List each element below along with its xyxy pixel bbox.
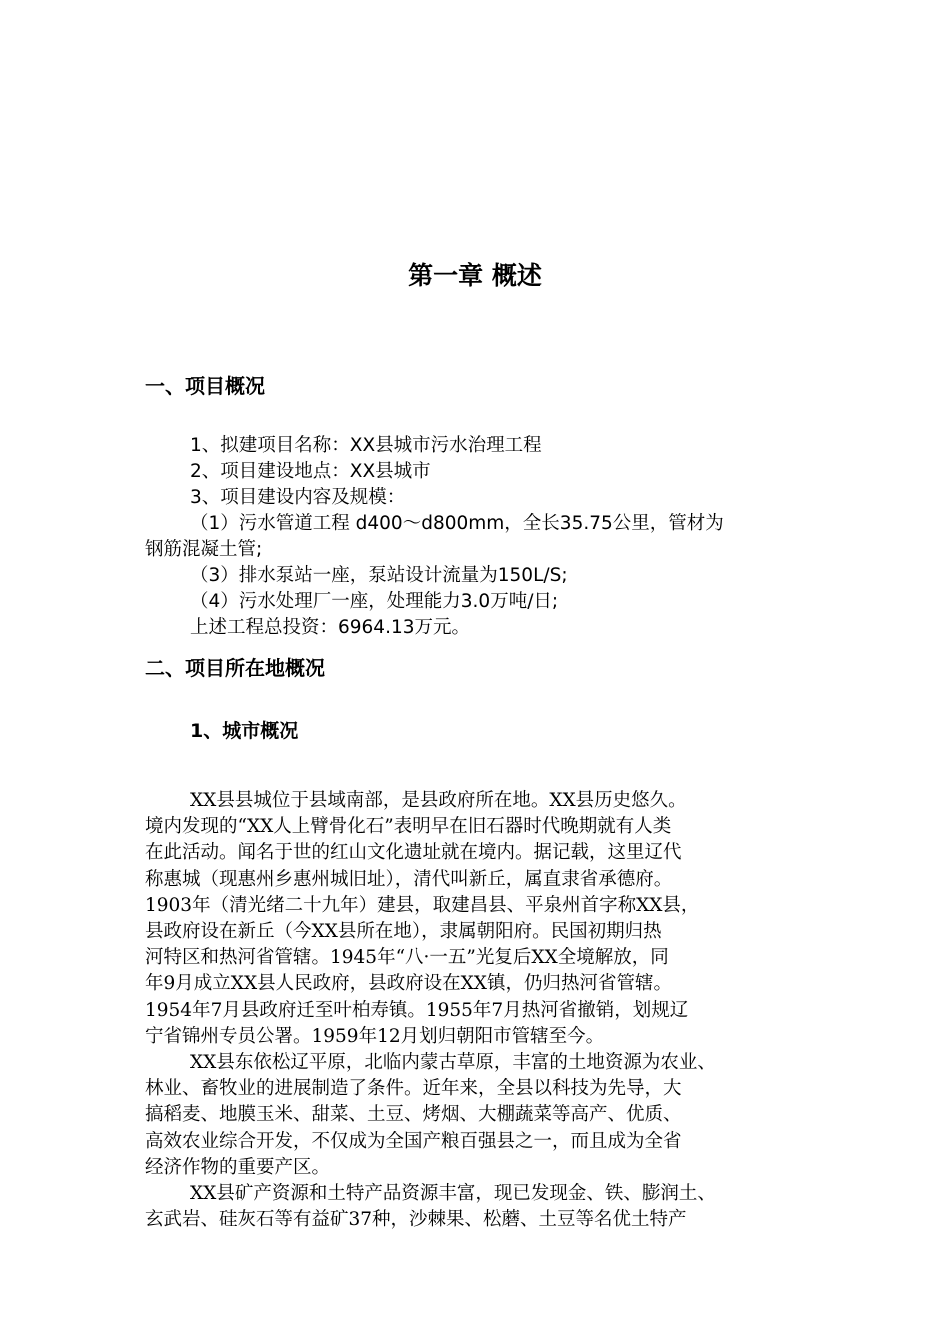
subsection-heading-city-overview: 1、城市概况: [190, 720, 299, 742]
text-line: 宁省锦州专员公署。1959年12月划归朝阳市管辖至今。: [145, 1025, 605, 1047]
section-heading-project-overview: 一、项目概况: [145, 374, 265, 398]
text-line: XX县矿产资源和土特产品资源丰富，现已发现金、铁、膨润土、: [190, 1183, 716, 1205]
text-line: 经济作物的重要产区。: [145, 1156, 331, 1178]
project-overview-list: [145, 433, 805, 641]
list-item: 上述工程总投资：6964.13万元。: [190, 617, 471, 638]
text-line: 1903年（清光绪二十九年）建县，取建昌县、平泉州首字称XX县，: [145, 894, 700, 916]
chapter-title: 第一章 概述: [408, 261, 542, 290]
list-item: 1、拟建项目名称：XX县城市污水治理工程: [190, 435, 542, 456]
text-line: 林业、畜牧业的进展制造了条件。近年来，全县以科技为先导，大: [145, 1078, 682, 1100]
list-item: 3、项目建设内容及规模：: [190, 487, 406, 508]
text-line: XX县东依松辽平原，北临内蒙古草原，丰富的土地资源为农业、: [190, 1052, 716, 1074]
text-line: XX县县城位于县域南部，是县政府所在地。XX县历史悠久。: [190, 790, 687, 811]
text-line: 搞稻麦、地膜玉米、甜菜、土豆、烤烟、大棚蔬菜等高产、优质、: [145, 1104, 682, 1126]
list-item-continuation: 钢筋混凝土管;: [145, 539, 263, 560]
text-line: 1954年7月县政府迁至叶柏寿镇。1955年7月热河省撤销，划规辽: [145, 999, 689, 1021]
city-overview-text: [145, 788, 825, 1233]
text-line: 县政府设在新丘（今XX县所在地），隶属朝阳府。民国初期归热: [145, 921, 662, 943]
section-heading-location-overview: 二、项目所在地概况: [145, 656, 325, 680]
text-line: 称惠城（现惠州乡惠州城旧址），清代叫新丘，属直隶省承德府。: [145, 868, 673, 890]
list-item: （3）排水泵站一座，泵站设计流量为150L/S;: [190, 565, 568, 586]
text-line: 河特区和热河省管辖。1945年“八·一五”光复后XX全境解放，同: [145, 947, 669, 969]
text-line: 年9月成立XX县人民政府，县政府设在XX镇，仍归热河省管辖。: [145, 973, 672, 995]
text-line: 境内发现的“XX人上臂骨化石”表明早在旧石器时代晚期就有人类: [145, 816, 672, 838]
text-line: 在此活动。闻名于世的红山文化遗址就在境内。据记载，这里辽代: [145, 842, 682, 864]
text-line: 玄武岩、硅灰石等有益矿37种，沙棘果、松蘑、土豆等名优土特产: [145, 1209, 687, 1231]
list-item: （4）污水处理厂一座，处理能力3.0万吨/日;: [190, 591, 559, 612]
text-line: 高效农业综合开发，不仅成为全国产粮百强县之一，而且成为全省: [145, 1130, 682, 1152]
list-item: 2、项目建设地点：XX县城市: [190, 461, 431, 482]
list-item: （1）污水管道工程 d400～d800mm，全长35.75公里，管材为: [190, 513, 724, 534]
